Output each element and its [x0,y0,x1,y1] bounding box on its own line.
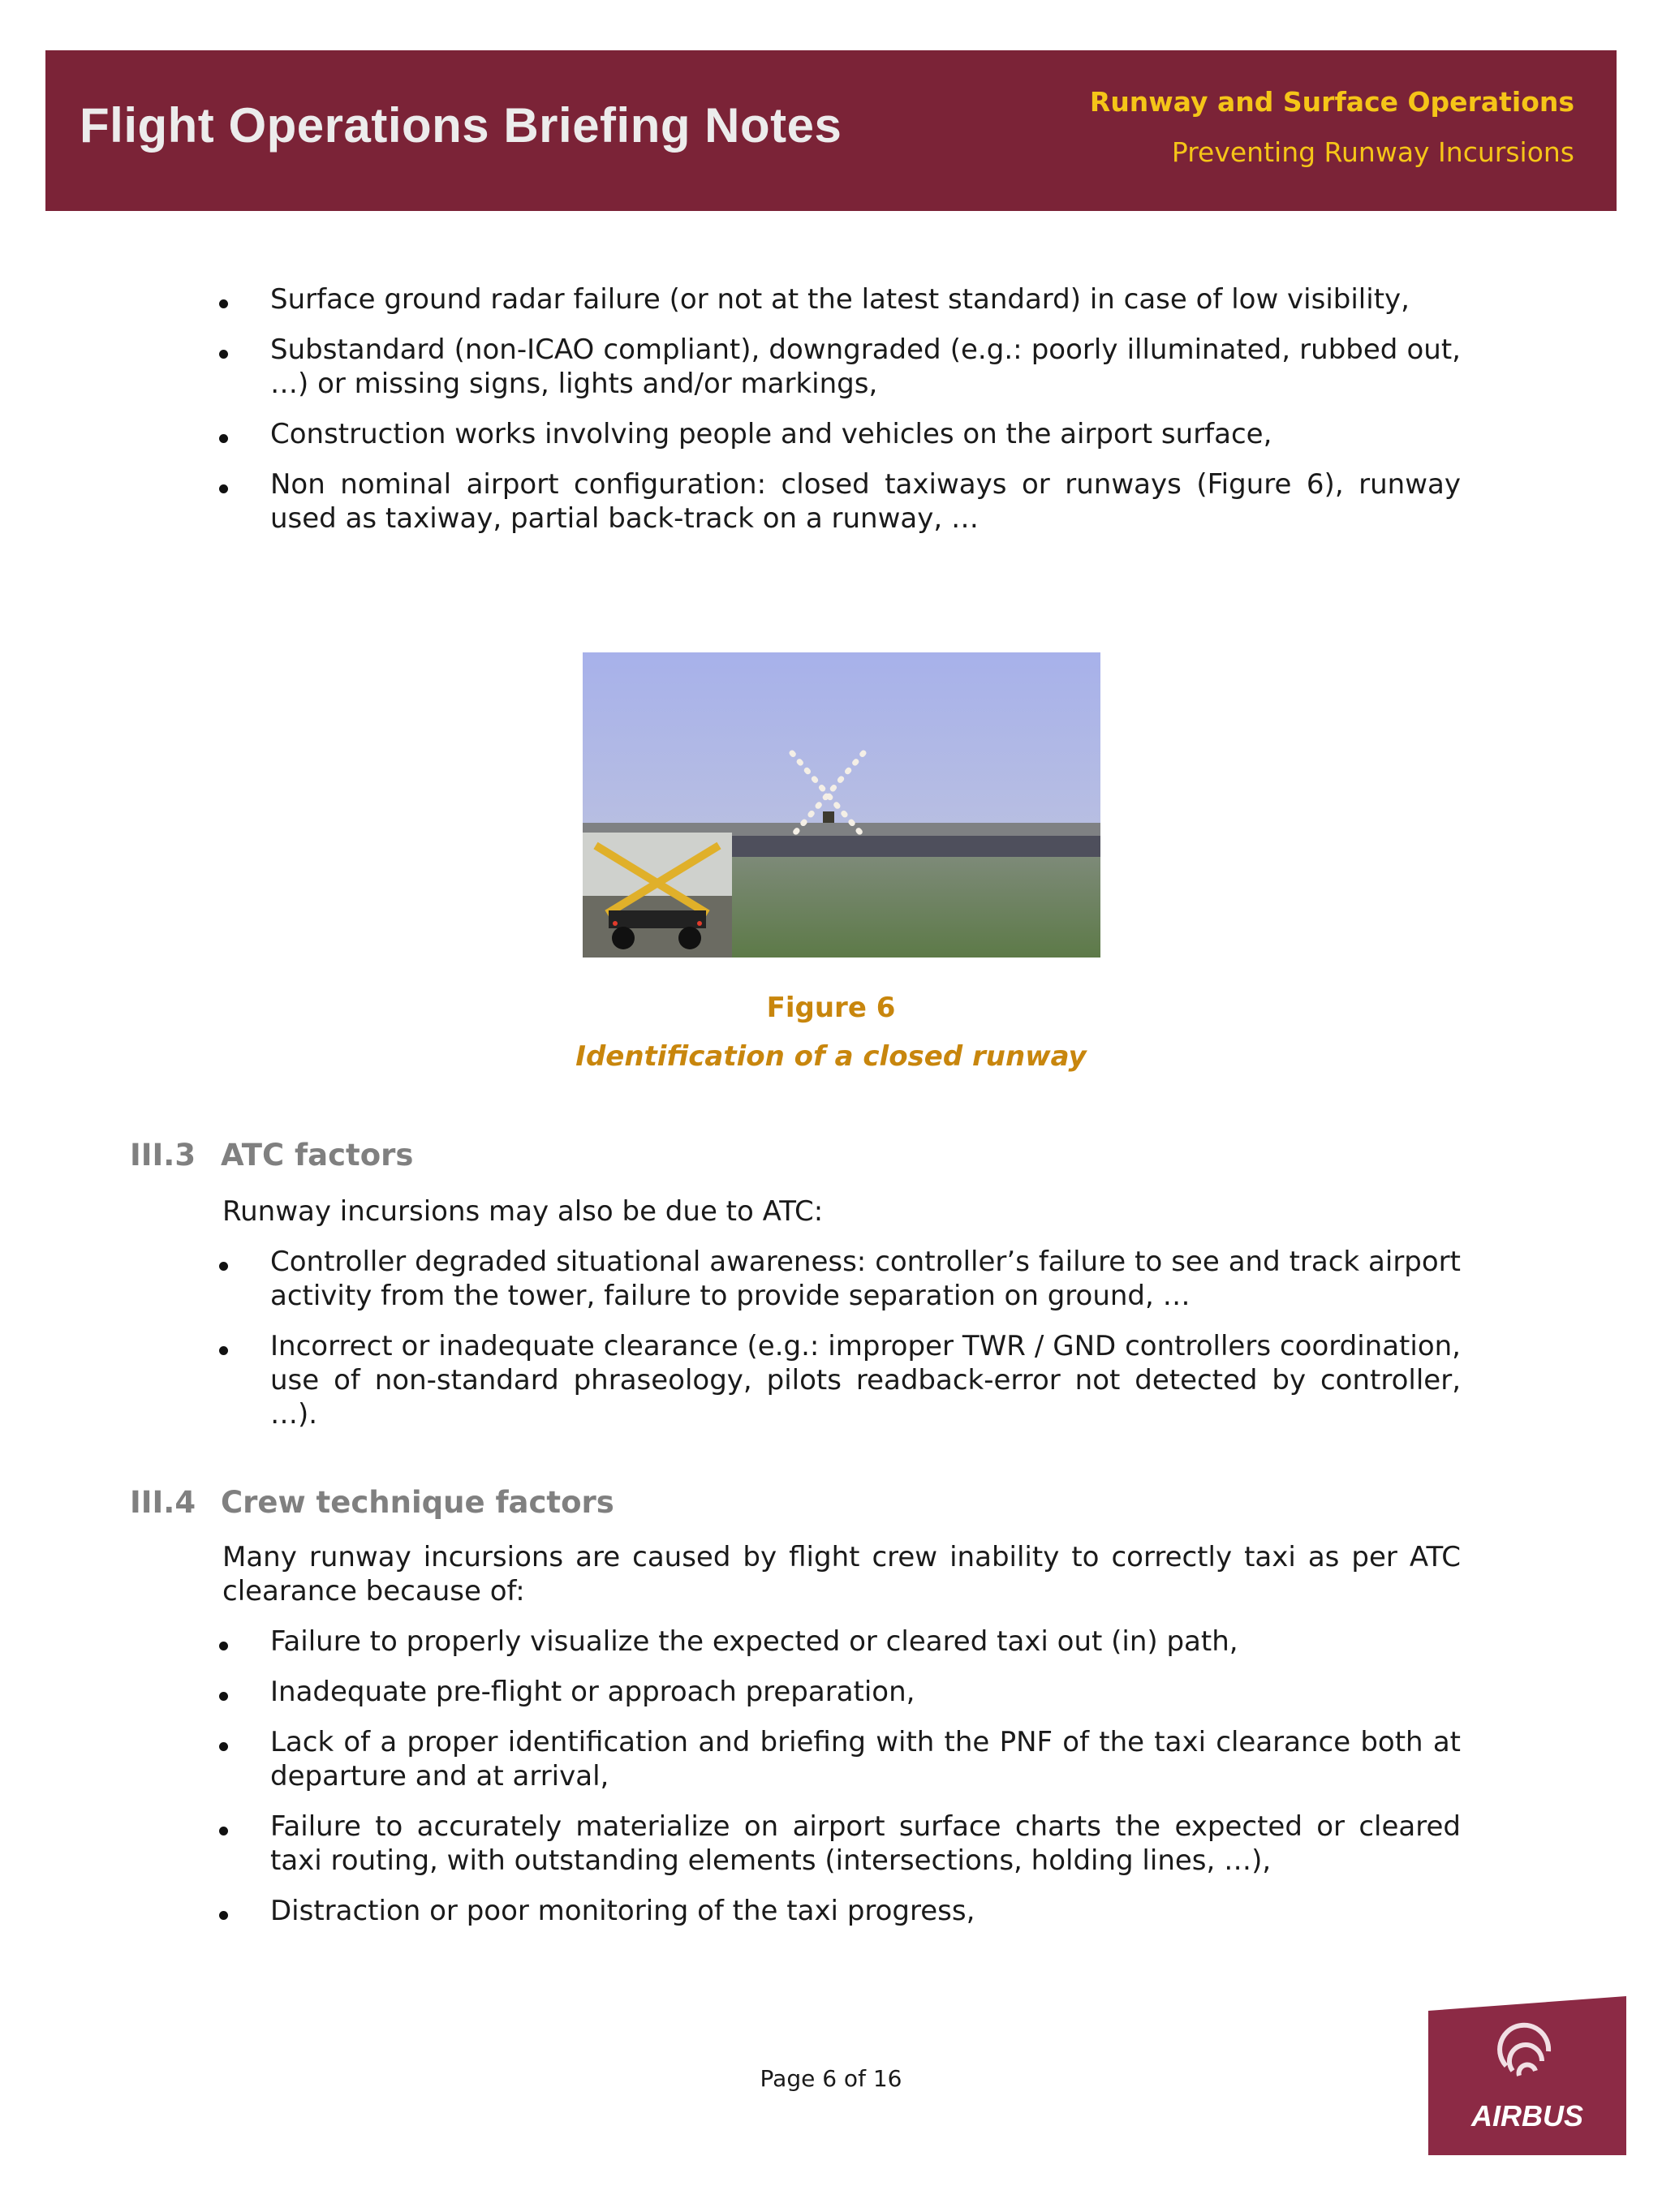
figure-caption: Identification of a closed runway [575,1040,1087,1073]
section-number: III.3 [130,1138,196,1173]
bullet-icon [219,1911,228,1920]
document-title: Flight Operations Briefing Notes [80,98,842,153]
list-item: Substandard (non-ICAO compliant), downgraded (e.g.: poorly illuminated, rubbed out, …) or missing signs, lights and/or markings, [219,333,1461,401]
list-item: Lack of a proper identification and briefing with the PNF of the taxi clearance both at departure and at arrival, [219,1725,1461,1793]
list-item: Incorrect or inadequate clearance (e.g.: improper TWR / GND controllers coordination, use of non-standard phraseology, pilots readback-error not detected by controller, …). [219,1329,1461,1431]
list-item: Inadequate pre-flight or approach preparation, [219,1675,1461,1709]
list-item: Surface ground radar failure (or not at the latest standard) in case of low visibility, [219,282,1461,316]
list-item: Failure to properly visualize the expected or cleared taxi out (in) path, [219,1625,1461,1659]
section-heading-crew [130,1485,614,1520]
bullet-icon [219,434,228,443]
crew-bullet-list [219,1625,1461,1944]
bullet-icon [219,1642,228,1650]
section-intro: Runway incursions may also be due to ATC: [222,1195,824,1228]
list-item: Controller degraded situational awareness: controller’s failure to see and track airport activity from the tower, failure to provide separation on ground, … [219,1245,1461,1313]
bullet-icon [219,1262,228,1271]
atc-bullet-list [219,1245,1461,1448]
section-intro: Many runway incursions are caused by flight crew inability to correctly taxi as per ATC clearance because of: [222,1541,1461,1607]
closed-runway-photo [583,652,1100,958]
section-title: ATC factors [221,1138,414,1173]
logo-text: AIRBUS [1470,2099,1584,2132]
document-subtitle: Preventing Runway Incursions [1171,136,1574,168]
figure-label: Figure 6 [766,992,896,1024]
list-item: Construction works involving people and vehicles on the airport surface, [219,417,1461,451]
bullet-icon [219,350,228,359]
list-item: Failure to accurately materialize on airport surface charts the expected or cleared taxi routing, with outstanding elements (intersections, holding lines, …), [219,1810,1461,1878]
bullet-icon [219,1827,228,1835]
list-item: Non nominal airport configuration: closed taxiways or runways (Figure 6), runway used as taxiway, partial back-track on a runway, … [219,467,1461,536]
page-number: Page 6 of 16 [760,2065,902,2092]
bullet-icon [219,1346,228,1355]
list-item: Distraction or poor monitoring of the taxi progress, [219,1894,1461,1928]
bullet-icon [219,484,228,493]
bullet-icon [219,1742,228,1751]
bullet-icon [219,299,228,308]
top-bullet-list [219,282,1461,552]
section-title: Crew technique factors [221,1485,614,1520]
section-heading-atc [130,1138,413,1173]
section-title: Runway and Surface Operations [1089,86,1574,118]
section-number: III.4 [130,1485,196,1520]
header-banner [45,50,1617,211]
bullet-icon [219,1692,228,1701]
airbus-logo [1428,1996,1626,2155]
